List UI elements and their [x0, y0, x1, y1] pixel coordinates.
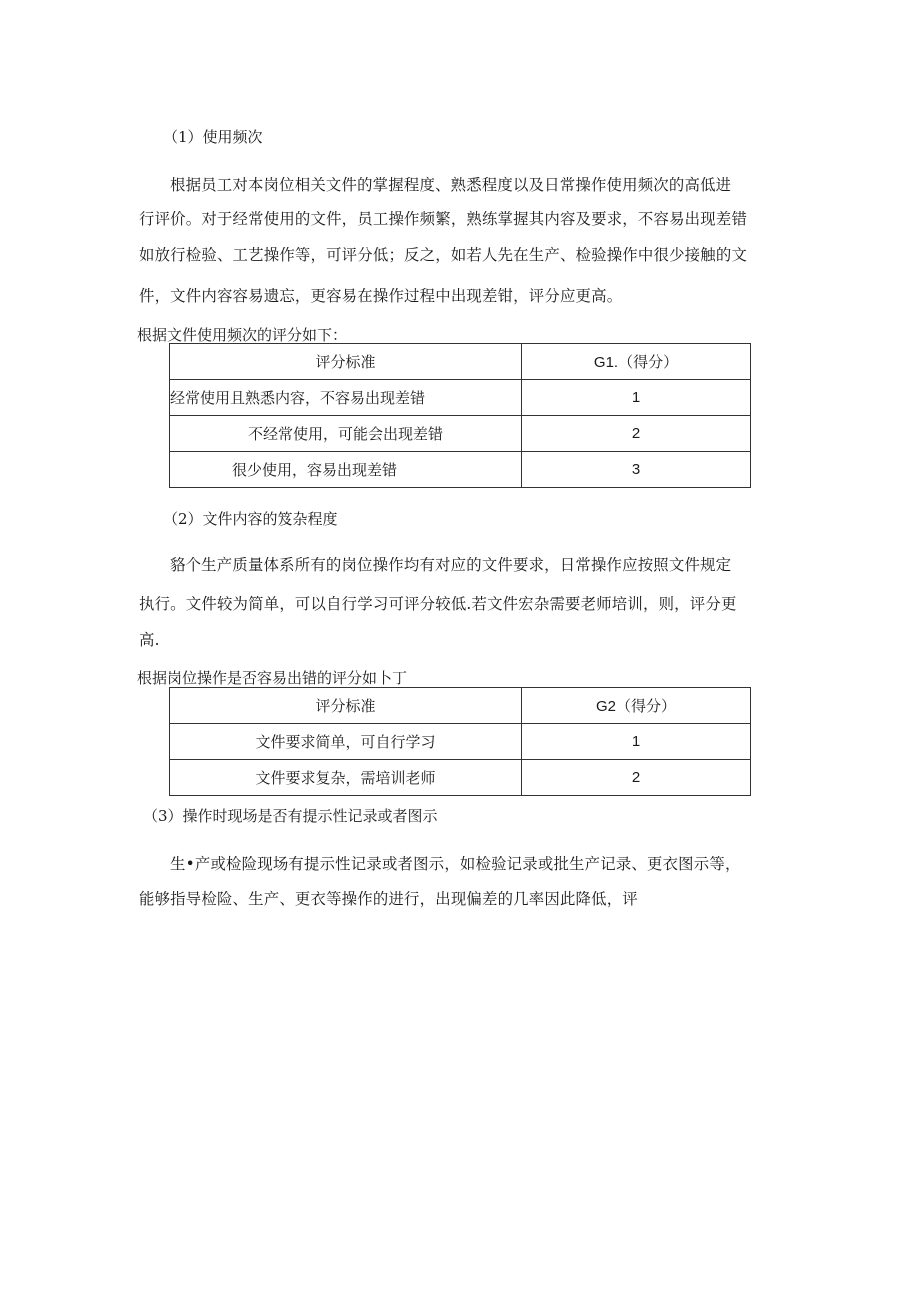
score-cell: 1: [522, 380, 751, 416]
table-header-row: [170, 344, 751, 380]
header-cell: 评分标准: [170, 344, 522, 380]
table-row: [170, 760, 751, 796]
score-table-g2: [169, 687, 751, 796]
criteria-cell: 文件要求复杂，需培训老师: [170, 760, 522, 796]
table-row: [170, 452, 751, 488]
paragraph-line: 根据员工对本岗位相关文件的掌握程度、熟悉程度以及日常操作使用频次的高低进: [170, 176, 732, 194]
criteria-cell: 经常使用且熟悉内容，不容易出现差错: [170, 380, 522, 416]
criteria-cell: 很少使用，容易出现差错: [170, 452, 522, 488]
header-cell: G1.（得分）: [522, 344, 751, 380]
criteria-cell: 不经常使用，可能会出现差错: [170, 416, 522, 452]
paragraph-line: 能够指导检险、生产、更衣等操作的进行，出现偏差的几率因此降低，评: [139, 890, 638, 908]
paragraph-line: 行评价。对于经常使用的文件，员工操作频繁，熟练掌握其内容及要求，不容易出现差错: [139, 210, 748, 228]
score-cell: 2: [522, 760, 751, 796]
section-heading: （2）文件内容的笈杂程度: [163, 510, 338, 528]
score-cell: 3: [522, 452, 751, 488]
score-table-g1: [169, 343, 751, 488]
table-row: [170, 380, 751, 416]
paragraph-line: 如放行检验、工艺操作等，可评分低；反之，如若人先在生产、检验操作中很少接触的文: [139, 246, 748, 264]
criteria-cell: 文件要求简单，可自行学习: [170, 724, 522, 760]
section-heading: （3）操作时现场是否有提示性记录或者图示: [143, 807, 438, 825]
paragraph-line: 件，文件内容容易遗忘，更容易在操作过程中出现差钳，评分应更高。: [139, 287, 623, 305]
table-caption: 根据文件使用频次的评分如下：: [137, 326, 348, 344]
section-heading: （1）使用频次: [163, 128, 263, 146]
table-row: [170, 724, 751, 760]
score-cell: 2: [522, 416, 751, 452]
header-cell: G2（得分）: [522, 688, 751, 724]
table-row: [170, 416, 751, 452]
paragraph-line: 貉个生产质量体系所有的岗位操作均有对应的文件要求，日常操作应按照文件规定: [170, 556, 732, 574]
paragraph-line: 高.: [139, 631, 160, 649]
table-header-row: [170, 688, 751, 724]
table-caption: 根据岗位操作是否容易出错的评分如卜丁: [137, 669, 408, 687]
paragraph-line: 生•产或检险现场有提示性记录或者图示，如检验记录或批生产记录、更衣图示等，: [170, 855, 741, 873]
paragraph-line: 执行。文件较为简单，可以自行学习可评分较低.若文件宏杂需要老师培训，则，评分更: [139, 595, 737, 613]
header-cell: 评分标准: [170, 688, 522, 724]
score-cell: 1: [522, 724, 751, 760]
